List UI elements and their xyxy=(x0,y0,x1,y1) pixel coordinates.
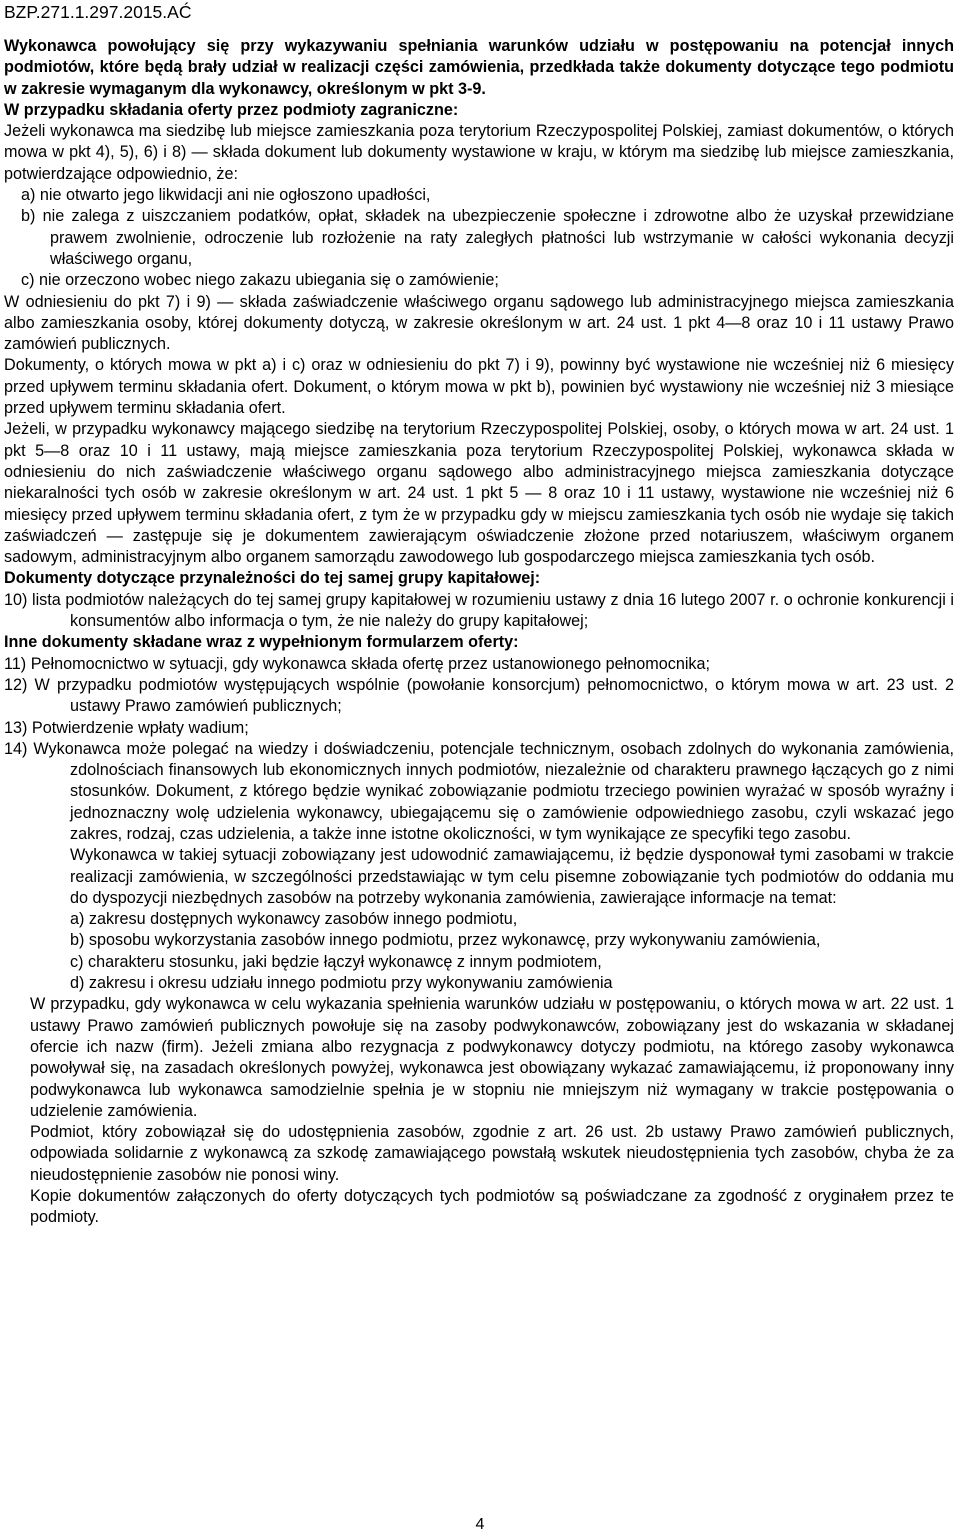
subcontractor-paragraph: W przypadku, gdy wykonawca w celu wykazania spełnienia warunków udziału w postępowaniu, o których mowa w art. 22 ust. 1 ustawy Prawo zamówień publicznych powołuje się na zasoby podwykonawców, zobowiązany jest do wskazania w składanej ofercie ich nazw (firm). Jeżeli zmiana albo rezygnacja z podwykonawcy dotyczy podmiotu, na którego zasoby wykonawca powoływał się, na zasadach określonych powyżej, wykonawca jest obowiązany wykazać zamawiającemu, iż proponowany inny podwykonawca lub wykonawca samodzielnie spełnia je w stopniu nie mniejszym niż wymagany w trakcie postępowania o udzielenie zamówienia. xyxy=(30,995,954,1120)
liability-paragraph: Podmiot, który zobowiązał się do udostępnienia zasobów, zgodnie z art. 26 ust. 2b ustawy Prawo zamówień publicznych, odpowiada solidarnie z wykonawcą za szkodę zamawiającego powstałą wskutek nieudostępnienia tych zasobów, chyba że za nieudostępnienie zasobów nie ponosi winy. xyxy=(30,1123,954,1184)
other-heading: Inne dokumenty składane wraz z wypełnionym formularzem oferty: xyxy=(4,633,519,652)
copies-paragraph: Kopie dokumentów załączonych do oferty dotyczących tych podmiotów są poświadczane za zgodność z oryginałem przez te podmioty. xyxy=(30,1187,954,1227)
document-body xyxy=(4,36,954,1229)
intro-bold-paragraph: Wykonawca powołujący się przy wykazywaniu spełniania warunków udziału w postępowaniu na potencjał innych podmiotów, które będą brały udział w realizacji części zamówienia, przedkłada także dokumenty dotyczące tego podmiotu w zakresie wymaganym dla wykonawcy, określonym w pkt 3-9. xyxy=(4,37,954,98)
resource-subitem-d: d) zakresu i okresu udziału innego podmiotu przy wykonywaniu zamówienia xyxy=(70,974,613,993)
document-reference: BZP.271.1.297.2015.AĆ xyxy=(4,2,192,22)
foreign-paragraph-2: Dokumenty, o których mowa w pkt a) i c) oraz w odniesieniu do pkt 7) i 9), powinny być wystawione nie wcześniej niż 6 miesięcy przed upływem terminu składania ofert. Dokument, o którym mowa w pkt b), powinien być wystawiony nie wcześniej niż 3 miesiące przed upływem terminu składania ofert. xyxy=(4,356,954,418)
foreign-lead: Jeżeli wykonawca ma siedzibę lub miejsce zamieszkania poza terytorium Rzeczypospolitej Polskiej, zamiast dokumentów, o których mowa w pkt 4), 5), 6) i 8) — składa dokument lub dokumenty wystawione w kraju, w którym ma siedzibę lub miejsce zamieszkania, potwierdzające odpowiednio, że: xyxy=(4,122,954,183)
list-item-11: 11) Pełnomocnictwo w sytuacji, gdy wykonawca składa ofertę przez ustanowionego pełnomocnika; xyxy=(4,654,711,673)
foreign-paragraph-1: W odniesieniu do pkt 7) i 9) — składa zaświadczenie właściwego organu sądowego lub administracyjnego miejsca zamieszkania albo zamieszkania osoby, której dokumenty dotyczą, w zakresie określonym w art. 24 ust. 1 pkt 4—8 oraz 10 i 11 ustawy Prawo zamówień publicznych. xyxy=(4,292,954,354)
resource-subitem-c: c) charakteru stosunku, jaki będzie łączył wykonawcę z innym podmiotem, xyxy=(70,952,602,971)
list-item-13: 13) Potwierdzenie wpłaty wadium; xyxy=(4,718,249,737)
foreign-item-c: c) nie orzeczono wobec niego zakazu ubiegania się o zamówienie; xyxy=(21,271,499,290)
list-item-12: 12) W przypadku podmiotów występujących wspólnie (powołanie konsorcjum) pełnomocnictwo, o którym mowa w art. 23 ust. 2 ustawy Prawo zamówień publicznych; xyxy=(4,675,954,716)
list-item-14-continuation: Wykonawca w takiej sytuacji zobowiązany jest udowodnić zamawiającemu, iż będzie dysponował tymi zasobami w trakcie realizacji zamówienia, w szczególności przedstawiając w tym celu pisemne zobowiązanie tych podmiotów do oddania mu do dyspozycji niezbędnych zasobów na potrzeby wykonania zamówienia, zawierające informacje na temat: xyxy=(70,846,954,907)
foreign-heading: W przypadku składania oferty przez podmioty zagraniczne: xyxy=(4,100,459,119)
foreign-paragraph-3: Jeżeli, w przypadku wykonawcy mającego siedzibę na terytorium Rzeczypospolitej Polskiej, osoby, o których mowa w art. 24 ust. 1 pkt 5—8 oraz 10 i 11 ustawy, mają miejsce zamieszkania poza terytorium Rzeczypospolitej Polskiej, wykonawca składa w odniesieniu do nich zaświadczenie właściwego organu sądowego albo administracyjnego miejsca zamieszkania dotyczące niekaralności tych osób w zakresie określonym w art. 24 ust. 1 pkt 5 — 8 oraz 10 i 11 ustawy, wystawione nie wcześniej niż 6 miesięcy przed upływem terminu składania ofert, z tym że w przypadku gdy w miejscu zamieszkania tych osób nie wydaje się takich zaświadczeń — zastępuje się je dokumentem zawierającym oświadczenie złożone przed notariuszem, właściwym organem sadowym, administracyjnym albo organem samorządu zawodowego lub gospodarczego miejsca zamieszkania tych osób. xyxy=(4,420,954,567)
capital-heading: Dokumenty dotyczące przynależności do tej samej grupy kapitałowej: xyxy=(4,569,541,588)
foreign-item-b: b) nie zalega z uiszczaniem podatków, opłat, składek na ubezpieczenie społeczne i zdrowotne albo że uzyskał przewidziane prawem zwolnienie, odroczenie lub rozłożenie na raty zaległych płatności lub wstrzymanie w całości wykonania decyzji właściwego organu, xyxy=(21,207,954,268)
list-item-10: 10) lista podmiotów należących do tej samej grupy kapitałowej w rozumieniu ustawy z dnia 16 lutego 2007 r. o ochronie konkurencji i konsumentów albo informacja o tym, że nie należy do grupy kapitałowej; xyxy=(4,590,954,631)
list-item-14: 14) Wykonawca może polegać na wiedzy i doświadczeniu, potencjale technicznym, osobach zdolnych do wykonania zamówienia, zdolnościach finansowych lub ekonomicznych innych podmiotów, niezależnie od charakteru prawnego łączących go z nimi stosunków. Dokument, z którego będzie wynikać zobowiązanie podmiotu trzeciego powinien wyrażać w sposób wyraźny i jednoznaczny wolę udzielenia wykonawcy, ubiegającemu się o zamówienie odpowiedniego zasobu, czyli wskazać jego zakres, rodzaj, czas udzielenia, a także inne istotne okoliczności, w tym wynikające ze specyfiki tego zasobu. xyxy=(4,739,954,843)
page-number: 4 xyxy=(475,1516,485,1533)
resource-subitem-a: a) zakresu dostępnych wykonawcy zasobów innego podmiotu, xyxy=(70,910,518,929)
resource-subitem-b: b) sposobu wykorzystania zasobów innego podmiotu, przez wykonawcę, przy wykonywaniu zamówienia, xyxy=(70,931,821,950)
foreign-item-a: a) nie otwarto jego likwidacji ani nie ogłoszono upadłości, xyxy=(21,186,431,205)
